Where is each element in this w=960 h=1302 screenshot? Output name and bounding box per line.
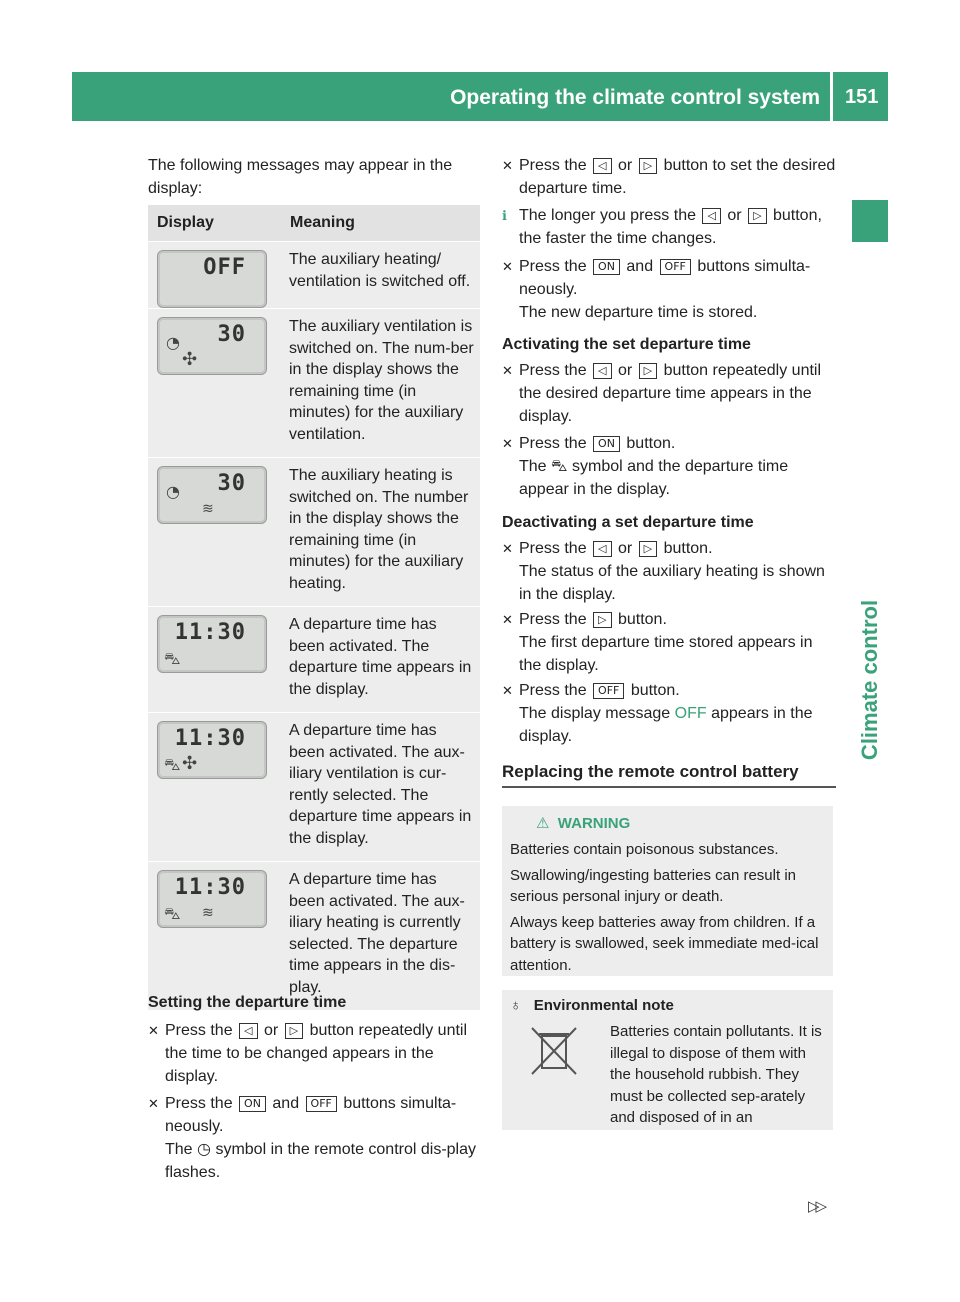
lcd-display-off: OFF [157, 250, 267, 308]
right-key-icon: ▷ [639, 363, 657, 379]
on-key-icon: ON [239, 1096, 266, 1112]
left-key-icon: ◁ [702, 208, 720, 224]
timer-icon: ◔ [166, 482, 180, 501]
step: ✕ Press the ◁ or ▷ button repeatedly until the time to be changed appears in the display. [148, 1019, 482, 1088]
heading-rule [502, 786, 836, 788]
continue-icon: ▷▷ [808, 1198, 824, 1215]
warning-line: Swallowing/ingesting batteries can result in serious personal injury or death. [510, 866, 796, 905]
header-separator [830, 72, 833, 121]
seat-icon: ⛍ [551, 458, 568, 475]
meaning-text: A departure time has been activated. The aux-iliary ventilation is cur-rently selected. The departure time appears in the display. [281, 713, 480, 862]
step: ✕ Press the ON and OFF buttons simulta-neously. The ◷ symbol in the remote control dis-play flashes. [148, 1092, 482, 1184]
lcd-display-departure-ventilation: ⛍ ✣ 11:30 [157, 721, 267, 779]
table-row [148, 713, 480, 862]
right-key-icon: ▷ [593, 612, 611, 628]
table-row [148, 862, 480, 1011]
seat-icon: ⛍ [164, 755, 181, 774]
chapter-tab [852, 200, 888, 242]
display-messages-table [148, 205, 480, 1010]
step: ✕ Press the ◁ or ▷ button to set the desired departure time. [502, 154, 836, 200]
lcd-display-ventilation: ◔ ✣ 30 [157, 317, 267, 375]
deactivating-heading: Deactivating a set departure time [502, 514, 754, 531]
step: ✕ Press the ▷ button. The first departure time stored appears in the display. [502, 608, 836, 677]
left-key-icon: ◁ [593, 158, 611, 174]
right-key-icon: ▷ [639, 158, 657, 174]
warning-title: ⚠ WARNING [536, 815, 631, 832]
meaning-text: The auxiliary heating/ ventilation is switched off. [281, 242, 480, 309]
right-column [502, 154, 836, 788]
off-key-icon: OFF [593, 683, 624, 699]
info-icon: ℹ [502, 208, 507, 223]
heating-icon: ≋ [202, 905, 214, 921]
right-key-icon: ▷ [639, 541, 657, 557]
fan-icon: ✣ [182, 349, 198, 370]
off-key-icon: OFF [306, 1096, 337, 1112]
replace-battery-heading: Replacing the remote control battery [502, 762, 799, 781]
step-arrow-icon: ✕ [148, 1096, 159, 1111]
table-row [148, 458, 480, 607]
fan-icon: ✣ [182, 753, 198, 774]
crossed-bin-icon [526, 1024, 582, 1078]
setting-section [148, 991, 482, 1184]
step-arrow-icon: ✕ [502, 259, 513, 274]
step-arrow-icon: ✕ [502, 541, 513, 556]
step-arrow-icon: ✕ [502, 436, 513, 451]
warning-line: Batteries contain poisonous substances. [510, 841, 779, 858]
clock-icon: ◷ [197, 1141, 211, 1158]
lightbulb-icon: ♁ [510, 997, 522, 1014]
environmental-note-box [502, 990, 833, 1130]
step-arrow-icon: ✕ [502, 612, 513, 627]
table-row [148, 607, 480, 713]
table-row [148, 309, 480, 458]
left-key-icon: ◁ [593, 541, 611, 557]
setting-heading: Setting the departure time [148, 994, 347, 1011]
display-message-off: OFF [674, 705, 707, 722]
activating-heading: Activating the set departure time [502, 336, 751, 353]
intro-text: The following messages may appear in the display: [148, 157, 453, 197]
on-key-icon: ON [593, 436, 620, 452]
table-row [148, 242, 480, 309]
warning-icon: ⚠ [536, 815, 550, 832]
seat-icon: ⛍ [164, 649, 181, 668]
on-key-icon: ON [593, 259, 620, 275]
table-header-display: Display [148, 205, 281, 242]
timer-icon: ◔ [166, 333, 180, 352]
step: ✕ Press the ON button. The ⛍ symbol and the departure time appear in the display. [502, 432, 836, 501]
warning-box [502, 806, 833, 976]
lcd-display-heating: ◔ ≋ 30 [157, 466, 267, 524]
meaning-text: A departure time has been activated. The aux-iliary heating is currently selected. The departure time appears in the dis-play. [281, 862, 480, 1011]
heating-icon: ≋ [202, 501, 214, 517]
meaning-text: A departure time has been activated. The departure time appears in the display. [281, 607, 480, 713]
step-arrow-icon: ✕ [502, 158, 513, 173]
warning-line: Always keep batteries away from children. If a battery is swallowed, seek immediate med-ical attention. [510, 913, 819, 974]
off-key-icon: OFF [660, 259, 691, 275]
left-key-icon: ◁ [593, 363, 611, 379]
chapter-label: Climate control [857, 599, 882, 761]
step: ✕ Press the ON and OFF buttons simulta-neously. The new departure time is stored. [502, 255, 836, 324]
step-arrow-icon: ✕ [502, 683, 513, 698]
env-text: Batteries contain pollutants. It is illegal to dispose of them with the household rubbish. They must be collected sep-arately and disposed of in an [610, 1023, 822, 1126]
meaning-text: The auxiliary ventilation is switched on. The num-ber in the display shows the remaining time (in minutes) for the auxiliary ventilation. [281, 309, 480, 458]
step: ✕ Press the OFF button. The display message OFF appears in the display. [502, 679, 836, 748]
seat-icon: ⛍ [164, 904, 181, 923]
step-arrow-icon: ✕ [502, 363, 513, 378]
right-key-icon: ▷ [748, 208, 766, 224]
env-title: ♁ Environmental note [510, 997, 674, 1014]
lcd-display-departure: ⛍ 11:30 [157, 615, 267, 673]
page-number: 151 [845, 86, 879, 108]
step: ✕ Press the ◁ or ▷ button repeatedly until the desired departure time appears in the display. [502, 359, 836, 428]
page-title: Operating the climate control system [450, 86, 820, 109]
step: ✕ Press the ◁ or ▷ button. The status of the auxiliary heating is shown in the display. [502, 537, 836, 606]
left-key-icon: ◁ [239, 1023, 257, 1039]
right-key-icon: ▷ [285, 1023, 303, 1039]
step-arrow-icon: ✕ [148, 1023, 159, 1038]
info-note: ℹ The longer you press the ◁ or ▷ button, the faster the time changes. [502, 204, 836, 250]
lcd-display-departure-heating: ⛍ ≋ 11:30 [157, 870, 267, 928]
table-header-meaning: Meaning [281, 205, 480, 242]
meaning-text: The auxiliary heating is switched on. The number in the display shows the remaining time (in minutes) for the auxiliary heating. [281, 458, 480, 607]
